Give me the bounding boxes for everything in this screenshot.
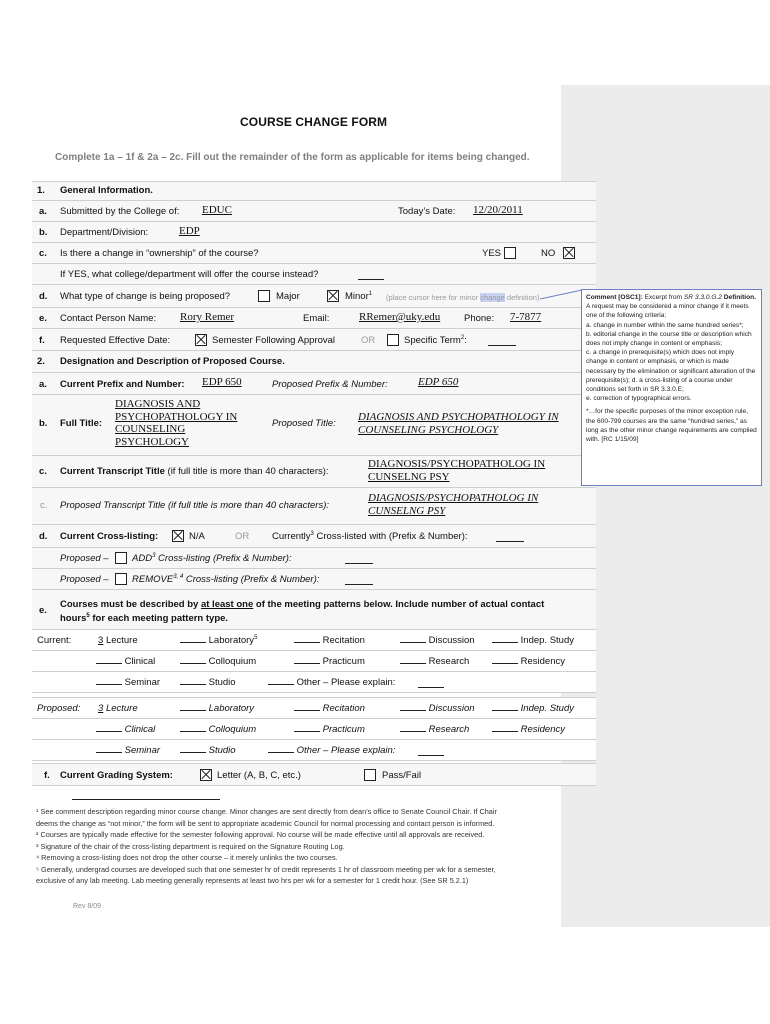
item-label: b. bbox=[39, 227, 48, 238]
row-2d bbox=[32, 524, 596, 548]
current-indep-study[interactable]: Indep. Study bbox=[492, 635, 574, 646]
row-2e bbox=[32, 589, 596, 630]
current-other-explain[interactable] bbox=[418, 677, 444, 691]
current-other[interactable]: Other – Please explain: bbox=[268, 677, 395, 688]
item-label: a. bbox=[39, 379, 47, 390]
current-lecture[interactable]: 3 Lecture bbox=[98, 635, 138, 646]
letter-grade-label: Letter (A, B, C, etc.) bbox=[217, 770, 301, 781]
proposed-lecture[interactable]: 3 Lecture bbox=[98, 703, 138, 714]
new-owner-question: If YES, what college/department will offer the course instead? bbox=[60, 269, 319, 280]
proposed-laboratory[interactable]: Laboratory bbox=[180, 703, 254, 714]
college-field[interactable]: EDUC bbox=[202, 204, 232, 216]
section-2-header bbox=[32, 350, 596, 373]
add-cross-listing-checkbox[interactable] bbox=[115, 552, 127, 564]
current-transcript-field[interactable]: DIAGNOSIS/PSYCHOPATHOLOG IN CUNSELNG PSY bbox=[368, 458, 546, 483]
current-seminar[interactable]: Seminar bbox=[96, 677, 160, 688]
row-1c bbox=[32, 242, 596, 264]
current-clinical[interactable]: Clinical bbox=[96, 656, 155, 667]
current-studio[interactable]: Studio bbox=[180, 677, 236, 688]
minor-definition-link[interactable]: (place cursor here for minor change definition) bbox=[386, 293, 540, 302]
footnote-separator bbox=[72, 799, 220, 800]
current-colloquium[interactable]: Colloquium bbox=[180, 656, 256, 667]
row-1f bbox=[32, 328, 596, 351]
proposed-practicum[interactable]: Practicum bbox=[294, 724, 365, 735]
contact-name-field[interactable]: Rory Remer bbox=[180, 311, 235, 323]
proposed-seminar[interactable]: Seminar bbox=[96, 745, 160, 756]
item-label: e. bbox=[39, 313, 47, 324]
minor-label: Minor$^1$ bbox=[345, 291, 373, 303]
current-patterns-row-2 bbox=[32, 650, 596, 672]
specific-term-label: Specific Term$^2$: bbox=[404, 335, 467, 347]
current-residency[interactable]: Residency bbox=[492, 656, 565, 667]
semester-checkbox[interactable] bbox=[195, 334, 207, 346]
footnote-line: ⁵ Generally, undergrad courses are developed such that one semester hr of credit represents 1 hr of classroom meeting per wk for a semester, bbox=[36, 864, 496, 874]
yes-label: YES bbox=[482, 248, 502, 259]
form-instructions: Complete 1a – 1f & 2a – 2c. Fill out the remainder of the form as applicable for items being changed. bbox=[55, 152, 530, 163]
comment-balloon[interactable]: Comment [OSC1]: Excerpt from SR 3.3.0.G.2 Definition. A request may be considered a minor change if it meets one of the following criteria: a. change in number within the same hundred series*; b. editorial change in the course title or description which does not imply change in content or emphasis; c. a change in prerequisite(s) which does not imply change in content or emphasis, or which is made necessary by the elimination or significant alteration of the prerequisite(s); d. a cross-listing of a course under conditions set forth in SR 3.3.0.E; e. correction of typographical errors. *…for the specific purposes of the minor exception rule, the 600-799 courses are the same “hundred series,” as long as the other minor change requirements are complied with. [RC 1/15/09] bbox=[581, 289, 762, 486]
phone-field[interactable]: 7-7877 bbox=[510, 311, 542, 323]
letter-grade-checkbox[interactable] bbox=[200, 769, 212, 781]
no-label: NO bbox=[541, 248, 556, 259]
major-checkbox[interactable] bbox=[258, 290, 270, 302]
proposed-patterns-row-1 bbox=[32, 697, 596, 719]
department-label: Department/Division: bbox=[60, 227, 149, 238]
effective-date-label: Requested Effective Date: bbox=[60, 335, 171, 346]
current-prefix-label: Current Prefix and Number: bbox=[60, 379, 185, 390]
row-1b bbox=[32, 221, 596, 243]
change-type-question: What type of change is being proposed? bbox=[60, 291, 231, 302]
full-title-label: Full Title: bbox=[60, 418, 103, 429]
current-transcript-label: Current Transcript Title (if full title is more than 40 characters): bbox=[60, 466, 329, 477]
minor-checkbox[interactable] bbox=[327, 290, 339, 302]
item-label: a. bbox=[39, 206, 47, 217]
section-number: 2. bbox=[37, 356, 45, 367]
footnote-line: ⁴ Removing a cross-listing does not drop the other course – it merely unlinks the two courses. bbox=[36, 853, 338, 862]
section-heading: Designation and Description of Proposed Course. bbox=[60, 356, 285, 367]
item-label: d. bbox=[39, 531, 48, 542]
or-label: OR bbox=[361, 335, 376, 346]
revision-label: Rev 8/09 bbox=[73, 903, 102, 910]
proposed-recitation[interactable]: Recitation bbox=[294, 703, 365, 714]
footnote-line: ² Courses are typically made effective for the semester following approval. No course will be made effective until all approvals are received. bbox=[36, 830, 485, 839]
current-patterns-row-1 bbox=[32, 629, 596, 651]
meeting-pattern-instructions-2: hours$^5$ for each meeting pattern type. bbox=[60, 613, 229, 625]
remove-cross-listing-field[interactable] bbox=[345, 573, 373, 588]
proposed-remove-label: Proposed – bbox=[60, 574, 109, 585]
item-label: d. bbox=[39, 291, 48, 302]
pass-fail-label: Pass/Fail bbox=[382, 770, 422, 781]
row-2d-add bbox=[32, 547, 596, 569]
add-cross-listing-label: ADD$^3$ Cross-listing (Prefix & Number): bbox=[132, 553, 292, 565]
footnote-line: ¹ See comment description regarding minor course change. Minor changes are sent directly from dean’s office to Senate Council Chair. If Chair bbox=[36, 807, 497, 816]
section-1-header bbox=[32, 181, 596, 201]
section-heading: General Information. bbox=[60, 185, 153, 196]
major-label: Major bbox=[276, 291, 300, 302]
footnote-line: exclusive of any lab meeting. Lab meeting generally represents at least two hrs per wk for a semester for 1 credit hour. (See SR 5.2.1) bbox=[36, 876, 469, 885]
remove-cross-listing-checkbox[interactable] bbox=[115, 573, 127, 585]
item-label: b. bbox=[39, 418, 48, 429]
meeting-pattern-instructions-1: Courses must be described by at least one of the meeting patterns below. Include number of actual contact bbox=[60, 599, 545, 610]
row-1d bbox=[32, 284, 596, 308]
department-field[interactable]: EDP bbox=[179, 225, 200, 237]
currently-cross-listed-label: Currently$^3$ Cross-listed with (Prefix & Number): bbox=[272, 531, 468, 543]
grading-system-label: Current Grading System: bbox=[60, 770, 173, 781]
proposed-residency[interactable]: Residency bbox=[492, 724, 565, 735]
current-patterns-row-3 bbox=[32, 671, 596, 693]
current-research[interactable]: Research bbox=[400, 656, 469, 667]
footnote-line: deems the change as “not minor,” the form will be sent to appropriate academic Council for normal processing and contact person is informed. bbox=[36, 818, 495, 828]
proposed-other[interactable]: Other – Please explain: bbox=[268, 745, 395, 756]
specific-term-field[interactable] bbox=[488, 334, 516, 349]
na-label: N/A bbox=[189, 531, 205, 542]
or-label: OR bbox=[235, 531, 250, 542]
item-label: e. bbox=[39, 605, 47, 616]
row-1c-followup bbox=[32, 263, 596, 285]
item-label: c. bbox=[39, 248, 47, 259]
proposed-prefix-label: Proposed Prefix & Number: bbox=[272, 379, 388, 390]
row-2b bbox=[32, 394, 596, 456]
row-2c-proposed bbox=[32, 487, 596, 525]
row-2d-remove bbox=[32, 568, 596, 590]
form-title: COURSE CHANGE FORM bbox=[240, 115, 388, 129]
yes-checkbox[interactable] bbox=[504, 247, 516, 259]
item-label: f. bbox=[39, 335, 45, 346]
ownership-question: Is there a change in “ownership” of the course? bbox=[60, 248, 259, 259]
section-number: 1. bbox=[37, 185, 45, 196]
cross-listing-label: Current Cross-listing: bbox=[60, 531, 159, 542]
semester-label: Semester Following Approval bbox=[212, 335, 336, 346]
proposed-prefix-field[interactable]: EDP 650 bbox=[418, 376, 459, 388]
specific-term-checkbox[interactable] bbox=[387, 334, 399, 346]
proposed-colloquium[interactable]: Colloquium bbox=[180, 724, 256, 735]
footnotes bbox=[36, 806, 576, 887]
proposed-title-label: Proposed Title: bbox=[272, 418, 336, 429]
proposed-research[interactable]: Research bbox=[400, 724, 469, 735]
current-laboratory[interactable]: Laboratory$^5$ bbox=[180, 635, 257, 646]
proposed-other-explain[interactable] bbox=[418, 745, 444, 759]
row-1a bbox=[32, 200, 596, 222]
date-field[interactable]: 12/20/2011 bbox=[473, 204, 523, 216]
item-label: c. bbox=[39, 466, 47, 477]
row-2c bbox=[32, 455, 596, 488]
current-discussion[interactable]: Discussion bbox=[400, 635, 475, 646]
full-title-field[interactable]: DIAGNOSIS AND PSYCHOPATHOLOGY IN COUNSELING PSYCHOLOGY bbox=[115, 398, 238, 448]
remove-cross-listing-label: REMOVE$^{3, 4}$ Cross-listing (Prefix & Number): bbox=[132, 574, 320, 586]
proposed-transcript-field[interactable]: DIAGNOSIS/PSYCHOPATHOLOG IN CUNSELNG PSY bbox=[368, 492, 539, 517]
date-label: Today’s Date: bbox=[398, 206, 456, 217]
row-2f bbox=[32, 763, 596, 786]
proposed-discussion[interactable]: Discussion bbox=[400, 703, 475, 714]
phone-label: Phone: bbox=[464, 313, 495, 324]
proposed-add-label: Proposed – bbox=[60, 553, 109, 564]
proposed-transcript-label: Proposed Transcript Title (if full title is more than 40 characters): bbox=[60, 500, 330, 511]
contact-name-label: Contact Person Name: bbox=[60, 313, 157, 324]
proposed-patterns-row-3 bbox=[32, 739, 596, 761]
na-checkbox[interactable] bbox=[172, 530, 184, 542]
proposed-label: Proposed: bbox=[37, 703, 81, 714]
row-2a bbox=[32, 372, 596, 395]
footnote-line: ³ Signature of the chair of the cross-listing department is required on the Signature Routing Log. bbox=[36, 841, 345, 851]
proposed-studio[interactable]: Studio bbox=[180, 745, 236, 756]
email-label: Email: bbox=[303, 313, 330, 324]
proposed-patterns-row-2 bbox=[32, 718, 596, 740]
comment-connector bbox=[540, 289, 582, 301]
current-practicum[interactable]: Practicum bbox=[294, 656, 365, 667]
pass-fail-checkbox[interactable] bbox=[364, 769, 376, 781]
add-cross-listing-field[interactable] bbox=[345, 552, 373, 567]
no-checkbox[interactable] bbox=[563, 247, 575, 259]
item-label: c. bbox=[40, 500, 48, 511]
proposed-indep-study[interactable]: Indep. Study bbox=[492, 703, 574, 714]
row-1e bbox=[32, 307, 596, 329]
college-label: Submitted by the College of: bbox=[60, 206, 180, 217]
current-label: Current: bbox=[37, 635, 72, 646]
new-owner-field[interactable] bbox=[358, 268, 384, 283]
current-recitation[interactable]: Recitation bbox=[294, 635, 365, 646]
proposed-clinical[interactable]: Clinical bbox=[96, 724, 155, 735]
email-field[interactable]: RRemer@uky.edu bbox=[359, 311, 441, 323]
currently-cross-listed-field[interactable] bbox=[496, 530, 524, 545]
item-label: f. bbox=[44, 770, 50, 781]
current-prefix-field[interactable]: EDP 650 bbox=[202, 376, 242, 388]
proposed-title-field[interactable]: DIAGNOSIS AND PSYCHOPATHOLOGY IN COUNSELING PSYCHOLOGY bbox=[358, 411, 559, 436]
